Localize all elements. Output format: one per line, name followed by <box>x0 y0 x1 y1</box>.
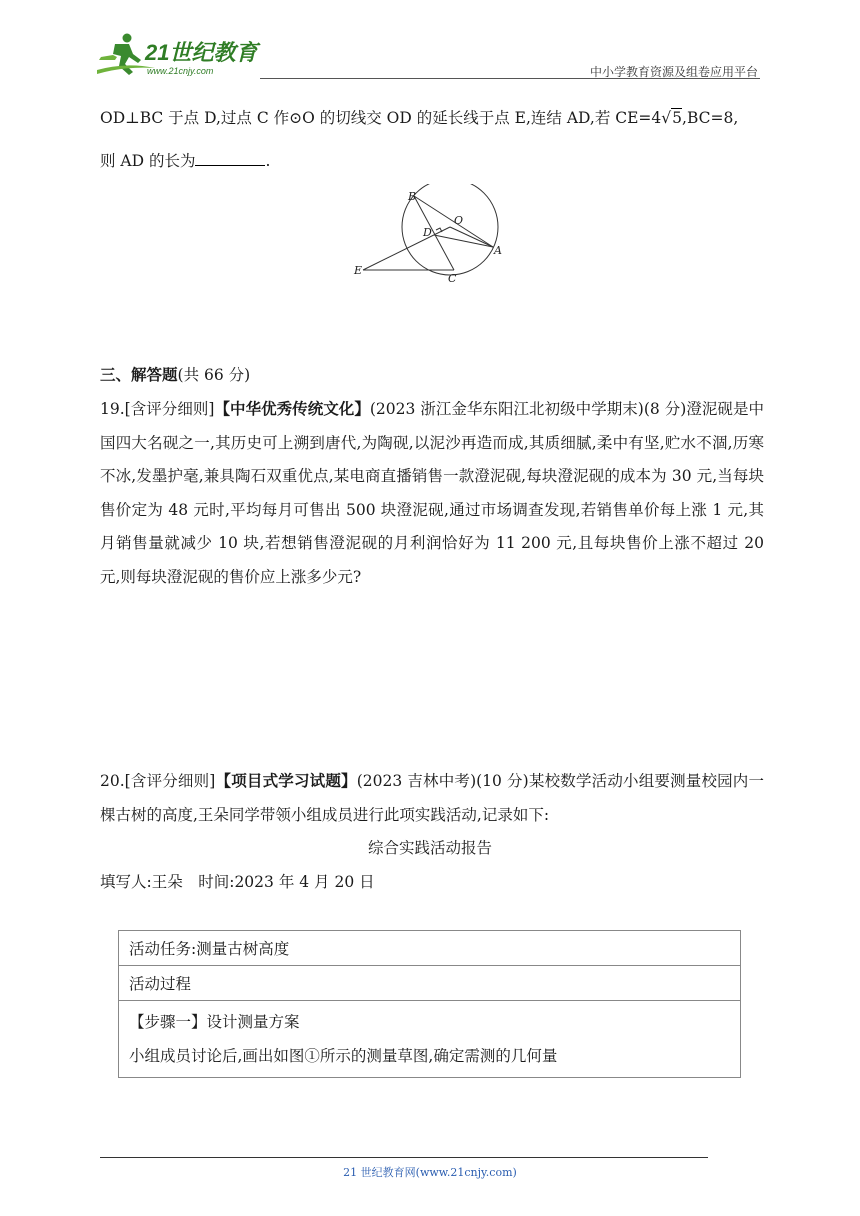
table-row <box>119 1001 741 1078</box>
table-cell-process: 活动过程 <box>119 966 741 1001</box>
logo <box>95 30 265 80</box>
table-cell-task: 活动任务:测量古树高度 <box>119 931 741 966</box>
footer-rule <box>100 1157 708 1158</box>
q18-line1 <box>100 101 738 135</box>
label-o: O <box>454 214 464 227</box>
table-row <box>119 931 741 966</box>
sqrt-symbol: √ <box>661 109 672 127</box>
report-table <box>118 930 741 1078</box>
q18-text-c: 则 AD 的长为 <box>100 152 196 170</box>
footer-text: 21 世纪教育网(www.21cnjy.com) <box>343 1166 517 1179</box>
section-heading <box>100 358 250 392</box>
report-title: 综合实践活动报告 <box>367 839 492 857</box>
answer-blank <box>195 149 265 166</box>
report-filler: 填写人:王朵 时间:2023 年 4 月 20 日 <box>100 873 375 891</box>
q19-body: (2023 浙江金华东阳江北初级中学期末)(8 分)澄泥砚是中国四大名砚之一,其历史可上溯到唐代,为陶砚,以泥沙再造而成,其质细腻,柔中有坚,贮水不涸,历寒不冰,发墨护毫,兼具陶石双重优点,某电商直播销售一款澄泥砚,每块澄泥砚的成本为 30 元,当每块售价定为 48 元时,平均每月可售出 500 块澄泥砚,通过市场调查发现,若销售单价每上涨 1 元,其月销售量就减少 10 块,若想销售澄泥砚的月利润恰好为 11 200 元,且每块售价上涨不超过 20 元,则每块澄泥砚的售价应上涨多少元? <box>100 400 764 586</box>
page-header <box>95 30 760 82</box>
section-title: 三、解答题 <box>100 365 178 384</box>
table-cell-step1 <box>119 1001 741 1078</box>
q20-tag: 【项目式学习试题】 <box>215 771 357 790</box>
question-20 <box>100 764 764 832</box>
circle-figure <box>350 184 510 290</box>
label-b: B <box>408 190 417 203</box>
platform-name: 中小学教育资源及组卷应用平台 <box>589 65 758 79</box>
label-a: A <box>494 244 502 257</box>
label-c: C <box>448 272 457 285</box>
logo-url: www.21cnjy.com <box>147 66 214 76</box>
question-19 <box>100 392 764 594</box>
step1-body: 小组成员讨论后,画出如图①所示的测量草图,确定需测的几何量 <box>129 1047 558 1065</box>
section-score: (共 66 分) <box>177 366 251 384</box>
q19-tag: 【中华优秀传统文化】 <box>214 399 370 418</box>
label-d: D <box>423 226 432 239</box>
sqrt-radicand: 5 <box>672 109 683 127</box>
segment-bc <box>414 196 454 270</box>
q20-body: (2023 吉林中考)(10 分)某校数学活动小组要测量校园内一棵古树的高度,王朵同学带领小组成员进行此项实践活动,记录如下: <box>100 772 764 824</box>
segment-ed <box>363 227 450 270</box>
logo-text: 21世纪教育 <box>145 40 258 65</box>
q20-prefix: 20.[含评分细则] <box>100 772 216 790</box>
q18-text-d: . <box>265 152 271 170</box>
step1-title: 【步骤一】设计测量方案 <box>129 1013 300 1031</box>
segment-oa <box>450 227 493 247</box>
table-row <box>119 966 741 1001</box>
q18-text-a: OD⊥BC 于点 D,过点 C 作⊙O 的切线交 OD 的延长线于点 E,连结 AD,若 CE=4 <box>100 109 662 127</box>
label-e: E <box>354 264 363 277</box>
q18-text-b: ,BC=8, <box>682 109 739 127</box>
q19-prefix: 19.[含评分细则] <box>100 400 215 418</box>
q18-line2 <box>100 144 270 178</box>
